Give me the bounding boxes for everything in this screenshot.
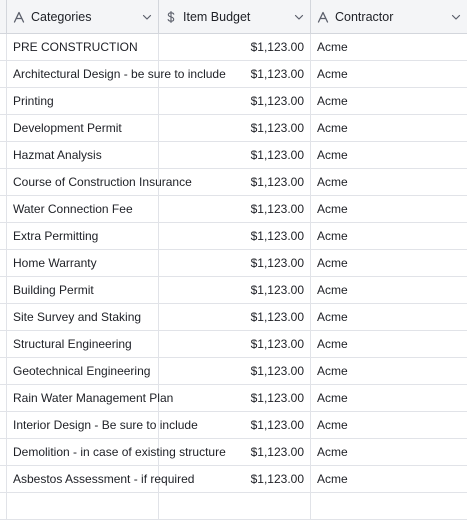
column-header-label: Categories	[31, 9, 92, 24]
table-row[interactable]	[0, 169, 467, 196]
item-budget-cell[interactable]	[159, 34, 311, 60]
categories-cell[interactable]	[7, 223, 159, 249]
row-selector[interactable]	[0, 385, 7, 411]
table-row[interactable]	[0, 250, 467, 277]
column-header-label: Contractor	[335, 9, 394, 24]
contractor-text: Acme	[317, 229, 348, 243]
item-budget-text: $1,123.00	[250, 121, 304, 135]
categories-cell[interactable]	[7, 385, 174, 411]
row-selector[interactable]	[0, 493, 7, 519]
categories-cell[interactable]	[7, 277, 159, 303]
categories-cell[interactable]	[7, 358, 159, 384]
column-header-categories[interactable]	[7, 0, 159, 33]
row-selector[interactable]	[0, 34, 7, 60]
item-budget-text: $1,123.00	[250, 256, 304, 270]
contractor-cell[interactable]	[311, 115, 467, 141]
item-budget-text: $1,123.00	[250, 391, 304, 405]
contractor-text: Acme	[317, 283, 348, 297]
row-selector[interactable]	[0, 61, 7, 87]
contractor-text: Acme	[317, 445, 348, 459]
row-selector[interactable]	[0, 115, 7, 141]
category-text: Home Warranty	[13, 256, 97, 270]
row-selector[interactable]	[0, 358, 7, 384]
row-selector[interactable]	[0, 169, 7, 195]
contractor-cell[interactable]	[311, 439, 467, 465]
item-budget-text: $1,123.00	[250, 67, 304, 81]
contractor-cell[interactable]	[311, 88, 467, 114]
contractor-cell[interactable]	[311, 142, 467, 168]
contractor-text: Acme	[317, 472, 348, 486]
contractor-text: Acme	[317, 256, 348, 270]
contractor-cell[interactable]	[311, 412, 467, 438]
item-budget-cell[interactable]	[159, 412, 311, 438]
category-text: Building Permit	[13, 283, 94, 297]
header-row	[0, 0, 467, 34]
contractor-text: Acme	[317, 202, 348, 216]
contractor-cell[interactable]	[311, 331, 467, 357]
text-field-icon	[13, 11, 25, 23]
category-text: Rain Water Management Plan	[13, 391, 174, 405]
category-text: Asbestos Assessment - if required	[13, 472, 195, 486]
table-row[interactable]	[0, 331, 467, 358]
categories-cell[interactable]	[7, 34, 159, 60]
category-text: Architectural Design - be sure to include	[13, 67, 226, 81]
item-budget-text: $1,123.00	[250, 229, 304, 243]
column-header-item-budget[interactable]	[159, 0, 311, 33]
contractor-text: Acme	[317, 67, 348, 81]
contractor-cell[interactable]	[311, 466, 467, 492]
category-text: PRE CONSTRUCTION	[13, 40, 138, 54]
item-budget-text: $1,123.00	[250, 94, 304, 108]
table-body	[0, 34, 467, 520]
row-selector[interactable]	[0, 223, 7, 249]
category-text: Extra Permitting	[13, 229, 99, 243]
item-budget-text: $1,123.00	[250, 418, 304, 432]
chevron-down-icon[interactable]	[294, 12, 304, 22]
contractor-cell[interactable]	[311, 169, 467, 195]
table-row[interactable]	[0, 277, 467, 304]
table-row[interactable]	[0, 34, 467, 61]
item-budget-cell[interactable]	[159, 385, 311, 411]
contractor-text: Acme	[317, 337, 348, 351]
categories-cell[interactable]	[7, 466, 195, 492]
contractor-text: Acme	[317, 418, 348, 432]
column-header-contractor[interactable]	[311, 0, 467, 33]
contractor-text: Acme	[317, 40, 348, 54]
table-row[interactable]	[0, 466, 467, 493]
contractor-cell[interactable]	[311, 304, 467, 330]
table-row[interactable]	[0, 88, 467, 115]
table-row[interactable]	[0, 142, 467, 169]
table-row[interactable]	[0, 115, 467, 142]
row-selector[interactable]	[0, 196, 7, 222]
row-selector[interactable]	[0, 412, 7, 438]
contractor-cell[interactable]	[311, 493, 467, 519]
item-budget-text: $1,123.00	[250, 310, 304, 324]
category-text: Development Permit	[13, 121, 122, 135]
categories-cell[interactable]	[7, 412, 198, 438]
chevron-down-icon[interactable]	[142, 12, 152, 22]
category-text: Printing	[13, 94, 54, 108]
item-budget-text: $1,123.00	[250, 283, 304, 297]
contractor-cell[interactable]	[311, 61, 467, 87]
contractor-cell[interactable]	[311, 385, 467, 411]
table-row[interactable]	[0, 385, 467, 412]
contractor-cell[interactable]	[311, 223, 467, 249]
item-budget-cell[interactable]	[159, 196, 311, 222]
item-budget-cell[interactable]	[159, 115, 311, 141]
item-budget-cell[interactable]	[159, 331, 311, 357]
item-budget-cell[interactable]	[159, 304, 311, 330]
column-header-label: Item Budget	[183, 9, 251, 24]
dollar-currency-icon	[165, 11, 177, 23]
contractor-text: Acme	[317, 310, 348, 324]
categories-cell[interactable]	[7, 493, 159, 519]
item-budget-cell[interactable]	[159, 358, 311, 384]
item-budget-cell[interactable]	[159, 466, 311, 492]
item-budget-text: $1,123.00	[250, 364, 304, 378]
category-text: Demolition - in case of existing structure	[13, 445, 226, 459]
categories-cell[interactable]	[7, 250, 159, 276]
item-budget-cell[interactable]	[159, 88, 311, 114]
item-budget-cell[interactable]	[159, 61, 311, 87]
item-budget-text: $1,123.00	[250, 472, 304, 486]
item-budget-text: $1,123.00	[250, 445, 304, 459]
contractor-text: Acme	[317, 148, 348, 162]
item-budget-cell[interactable]	[159, 169, 311, 195]
row-selector[interactable]	[0, 88, 7, 114]
contractor-text: Acme	[317, 94, 348, 108]
row-selector[interactable]	[0, 304, 7, 330]
row-selector[interactable]	[0, 331, 7, 357]
categories-cell[interactable]	[7, 439, 226, 465]
item-budget-cell[interactable]	[159, 250, 311, 276]
contractor-cell[interactable]	[311, 196, 467, 222]
item-budget-cell[interactable]	[159, 277, 311, 303]
item-budget-cell[interactable]	[159, 223, 311, 249]
row-selector[interactable]	[0, 277, 7, 303]
categories-cell[interactable]	[7, 304, 159, 330]
contractor-text: Acme	[317, 391, 348, 405]
chevron-down-icon[interactable]	[451, 12, 461, 22]
table-row[interactable]	[0, 412, 467, 439]
contractor-text: Acme	[317, 121, 348, 135]
table-row[interactable]	[0, 223, 467, 250]
contractor-text: Acme	[317, 175, 348, 189]
category-text: Course of Construction Insurance	[13, 175, 192, 189]
table-row[interactable]	[0, 439, 467, 466]
contractor-cell[interactable]	[311, 358, 467, 384]
categories-cell[interactable]	[7, 115, 159, 141]
item-budget-text: $1,123.00	[250, 40, 304, 54]
row-selector-header	[0, 0, 7, 33]
row-selector[interactable]	[0, 250, 7, 276]
row-selector[interactable]	[0, 439, 7, 465]
table-row[interactable]	[0, 61, 467, 88]
categories-cell[interactable]	[7, 169, 192, 195]
category-text: Hazmat Analysis	[13, 148, 102, 162]
table-row[interactable]	[0, 196, 467, 223]
table-row[interactable]	[0, 304, 467, 331]
categories-cell[interactable]	[7, 142, 159, 168]
table-row[interactable]	[0, 493, 467, 520]
category-text: Site Survey and Staking	[13, 310, 142, 324]
row-selector[interactable]	[0, 142, 7, 168]
item-budget-text: $1,123.00	[250, 148, 304, 162]
item-budget-cell[interactable]	[159, 439, 311, 465]
contractor-cell[interactable]	[311, 277, 467, 303]
table-row[interactable]	[0, 358, 467, 385]
contractor-text: Acme	[317, 364, 348, 378]
categories-cell[interactable]	[7, 331, 159, 357]
text-field-icon	[317, 11, 329, 23]
category-text: Structural Engineering	[13, 337, 132, 351]
contractor-cell[interactable]	[311, 250, 467, 276]
item-budget-cell[interactable]	[159, 493, 311, 519]
category-text: Water Connection Fee	[13, 202, 133, 216]
categories-cell[interactable]	[7, 61, 226, 87]
contractor-cell[interactable]	[311, 34, 467, 60]
item-budget-text: $1,123.00	[250, 337, 304, 351]
row-selector[interactable]	[0, 466, 7, 492]
item-budget-cell[interactable]	[159, 142, 311, 168]
categories-cell[interactable]	[7, 88, 159, 114]
category-text: Interior Design - Be sure to include	[13, 418, 198, 432]
item-budget-text: $1,123.00	[250, 175, 304, 189]
categories-cell[interactable]	[7, 196, 159, 222]
category-text: Geotechnical Engineering	[13, 364, 151, 378]
item-budget-text: $1,123.00	[250, 202, 304, 216]
